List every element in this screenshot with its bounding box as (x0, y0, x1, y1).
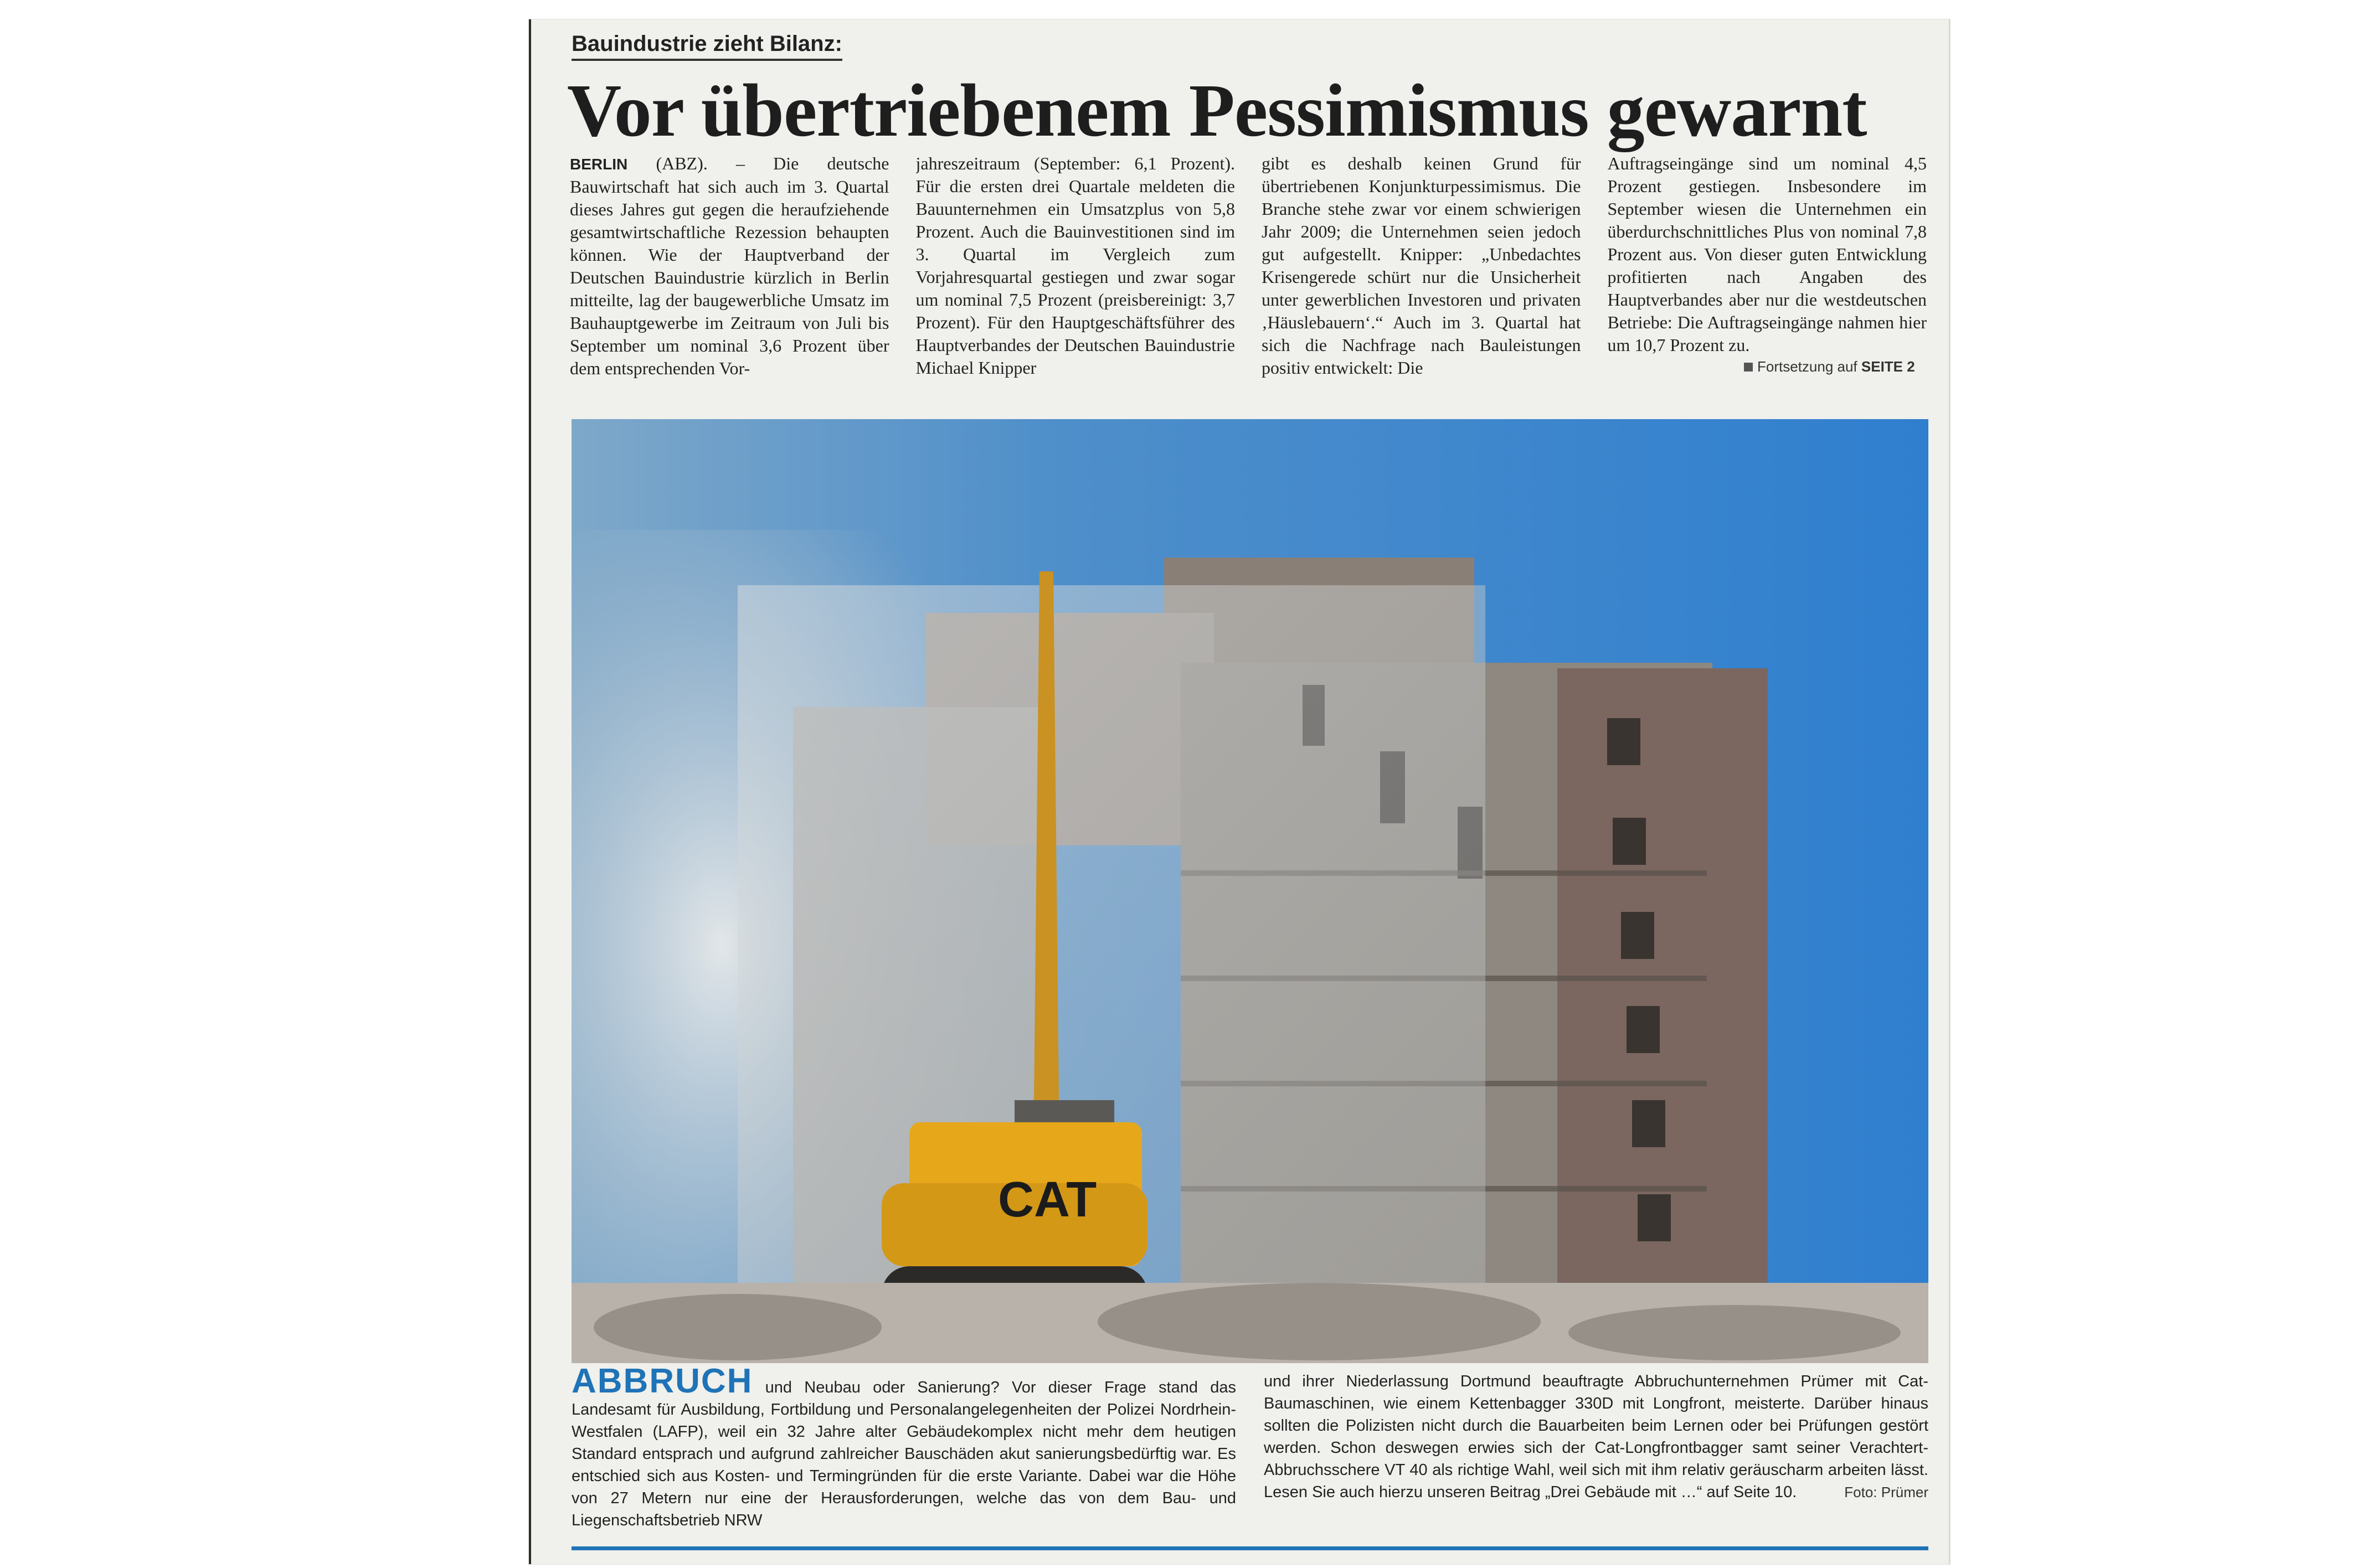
caption-right-text: und ihrer Niederlassung Dortmund beauftragte Abbruchunternehmen Prümer mit Cat-Baumaschinen, wie einem Kettenbagger 330D mit Longfront, meisterte. Darüber hinaus sollten die Polizisten nicht durch die Bauarbeiten beim Lernen oder bei Prüfungen gestört werden. Schon deswegen erwies sich der Cat-Longfrontbagger samt seiner Verachtert-Abbruchsschere VT 40 als richtige Wahl, weil sich mit ihm relativ geräuscharm arbeiten lässt. Lesen Sie auch hierzu unseren Beitrag „Drei Gebäude mit …“ auf Seite 10. (1264, 1373, 1928, 1501)
square-bullet-icon (1744, 363, 1753, 372)
caption-left (572, 1362, 1236, 1531)
article-headline: Vor übertriebenem Pessimismus gewarnt (567, 69, 1867, 152)
caption-left-text: und Neubau oder Sanierung? Vor dieser Frage stand das Landesamt für Ausbildung, Fortbildung und Personalangelegenheiten der Polizei Nordrhein-Westfalen (LAFP), weil ein 32 Jahre alter Gebäudekomplex nicht mehr dem heutigen Standard entsprach und aufgrund zahlreicher Bauschäden akut sanierungsbedürftig war. Es entschied sich aus Kosten- und Termingründen für die erste Variante. Dabei war die Höhe von 27 Metern nur eine der Herausforderungen, welche das von dem Bau- und Liegenschaftsbetrieb NRW (572, 1379, 1236, 1529)
continuation-prefix: Fortsetzung auf (1757, 358, 1857, 375)
demolition-photo (572, 419, 1928, 1363)
article-column-4: Auftragseingänge sind um nominal 4,5 Prozent gestiegen. Insbesondere im September wiesen die Unternehmen ein überdurchschnittliches Plus von nominal 7,8 Prozent aus. Von dieser guten Entwicklung profitierten nach Angaben des Hauptverbandes aber nur die westdeutschen Betriebe: Die Auftragseingänge nahmen hier um 10,7 Prozent zu. (1607, 153, 1927, 355)
newspaper-clipping (529, 19, 1950, 1564)
continuation-target: SEITE 2 (1861, 358, 1915, 375)
demolition-scene-illustration (572, 419, 1928, 1363)
article-column-1 (570, 152, 889, 401)
caption-right (1264, 1370, 1928, 1531)
article-column-text: (ABZ). – Die deutsche Bauwirtschaft hat sich auch im 3. Quartal dieses Jahres gut gegen die heraufziehende gesamtwirtschaftliche Rezession behaupten können. Wie der Hauptverband der Deutschen Bauindustrie kürzlich in Berlin mitteilte, lag der baugewerbliche Umsatz im Bauhauptgewerbe im Zeitraum von Juli bis September um nominal 3,6 Prozent über dem entsprechenden Vor- (570, 153, 889, 378)
photo-credit: Foto: Prümer (1844, 1484, 1928, 1500)
article-kicker: Bauindustrie zieht Bilanz: (572, 32, 842, 61)
article-column-2: jahreszeitraum (September: 6,1 Prozent). Für die ersten drei Quartale meldeten die Bauunternehmen ein Umsatzplus von 5,8 Prozent. Auch die Bauinvestitionen sind im 3. Quartal im Vergleich zum Vorjahresquartal gestiegen und zwar sogar um nominal 7,5 Prozent (preisbereinigt: 3,7 Prozent). Für den Hauptgeschäftsführer des Hauptverbandes der Deutschen Bauindustrie Michael Knipper (915, 153, 1235, 378)
article-dateline: BERLIN (570, 156, 628, 173)
caption-rule (572, 1546, 1928, 1550)
caption-label: ABBRUCH (572, 1362, 753, 1400)
article-column-3: gibt es deshalb keinen Grund für übertriebenen Konjunkturpessimismus. Die Branche stehe zwar vor einem schwierigen Jahr 2009; die Unternehmen seien jedoch gut aufgestellt. Knipper: „Unbedachtes Krisengerede schürt nur die Unsicherheit unter gewerblichen Investoren und privaten ‚Häuslebauern‘.“ Auch im 3. Quartal hat sich die Nachfrage nach Bauleistungen positiv entwickelt: Die (1262, 153, 1581, 378)
excavator-brand-logo: CAT (998, 1172, 1097, 1227)
article-body (570, 152, 1927, 401)
continuation-note (1744, 358, 1915, 375)
photo-caption (572, 1362, 1928, 1550)
